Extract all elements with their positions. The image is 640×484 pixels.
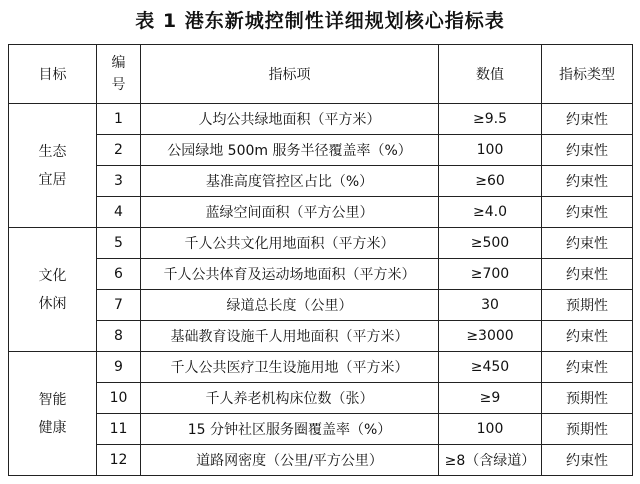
table-row [9, 383, 633, 414]
row-value: 30 [439, 290, 542, 321]
row-indicator: 基准高度管控区占比（%） [141, 166, 439, 197]
header-number-line1: 编 [111, 55, 126, 71]
group-label-line1: 文化 [38, 267, 67, 284]
row-number: 11 [97, 414, 141, 445]
row-type: 约束性 [542, 135, 633, 166]
row-type: 约束性 [542, 197, 633, 228]
row-value: ≥8（含绿道） [439, 445, 542, 476]
table-row [9, 135, 633, 166]
row-type: 预期性 [542, 414, 633, 445]
row-indicator: 绿道总长度（公里） [141, 290, 439, 321]
row-value: ≥60 [439, 166, 542, 197]
header-indicator: 指标项 [141, 45, 439, 104]
group-label-line1: 生态 [38, 143, 67, 160]
group-label-line1: 智能 [38, 391, 67, 408]
row-type: 约束性 [542, 228, 633, 259]
row-indicator: 15 分钟社区服务圈覆盖率（%） [141, 414, 439, 445]
table-title: 表 1 港东新城控制性详细规划核心指标表 [135, 10, 505, 32]
row-indicator: 千人养老机构床位数（张） [141, 383, 439, 414]
group-cell [9, 352, 97, 476]
row-value: 100 [439, 414, 542, 445]
row-number: 5 [97, 228, 141, 259]
row-number: 3 [97, 166, 141, 197]
row-number: 7 [97, 290, 141, 321]
row-type: 约束性 [542, 166, 633, 197]
row-indicator: 蓝绿空间面积（平方公里） [141, 197, 439, 228]
table-row [9, 414, 633, 445]
table-row [9, 290, 633, 321]
row-number: 4 [97, 197, 141, 228]
row-number: 6 [97, 259, 141, 290]
row-type: 约束性 [542, 445, 633, 476]
group-label-line2: 宜居 [38, 171, 67, 188]
row-indicator: 人均公共绿地面积（平方米） [141, 104, 439, 135]
row-type: 约束性 [542, 259, 633, 290]
table-row [9, 166, 633, 197]
header-target: 目标 [9, 45, 97, 104]
row-type: 约束性 [542, 352, 633, 383]
header-number-line2: 号 [111, 77, 126, 93]
row-value: ≥450 [439, 352, 542, 383]
row-type: 预期性 [542, 383, 633, 414]
header-type: 指标类型 [542, 45, 633, 104]
row-type: 约束性 [542, 321, 633, 352]
row-type: 预期性 [542, 290, 633, 321]
table-row [9, 445, 633, 476]
row-value: ≥3000 [439, 321, 542, 352]
indicator-table [8, 44, 633, 476]
row-value: ≥9.5 [439, 104, 542, 135]
table-row [9, 104, 633, 135]
row-value: ≥9 [439, 383, 542, 414]
row-indicator: 千人公共医疗卫生设施用地（平方米） [141, 352, 439, 383]
row-number: 12 [97, 445, 141, 476]
row-indicator: 千人公共体育及运动场地面积（平方米） [141, 259, 439, 290]
row-value: ≥500 [439, 228, 542, 259]
row-value: ≥700 [439, 259, 542, 290]
row-number: 10 [97, 383, 141, 414]
group-label-line2: 休闲 [38, 295, 67, 312]
row-number: 1 [97, 104, 141, 135]
table-row [9, 228, 633, 259]
row-indicator: 千人公共文化用地面积（平方米） [141, 228, 439, 259]
row-value: 100 [439, 135, 542, 166]
row-indicator: 基础教育设施千人用地面积（平方米） [141, 321, 439, 352]
table-row [9, 321, 633, 352]
group-label-line2: 健康 [38, 419, 67, 436]
row-number: 2 [97, 135, 141, 166]
group-cell [9, 104, 97, 228]
row-indicator: 公园绿地 500m 服务半径覆盖率（%） [141, 135, 439, 166]
header-number [97, 45, 141, 104]
table-row [9, 259, 633, 290]
row-number: 8 [97, 321, 141, 352]
row-indicator: 道路网密度（公里/平方公里） [141, 445, 439, 476]
table-row [9, 197, 633, 228]
row-type: 约束性 [542, 104, 633, 135]
row-value: ≥4.0 [439, 197, 542, 228]
table-row [9, 352, 633, 383]
header-row [9, 45, 633, 104]
group-cell [9, 228, 97, 352]
row-number: 9 [97, 352, 141, 383]
header-value: 数值 [439, 45, 542, 104]
